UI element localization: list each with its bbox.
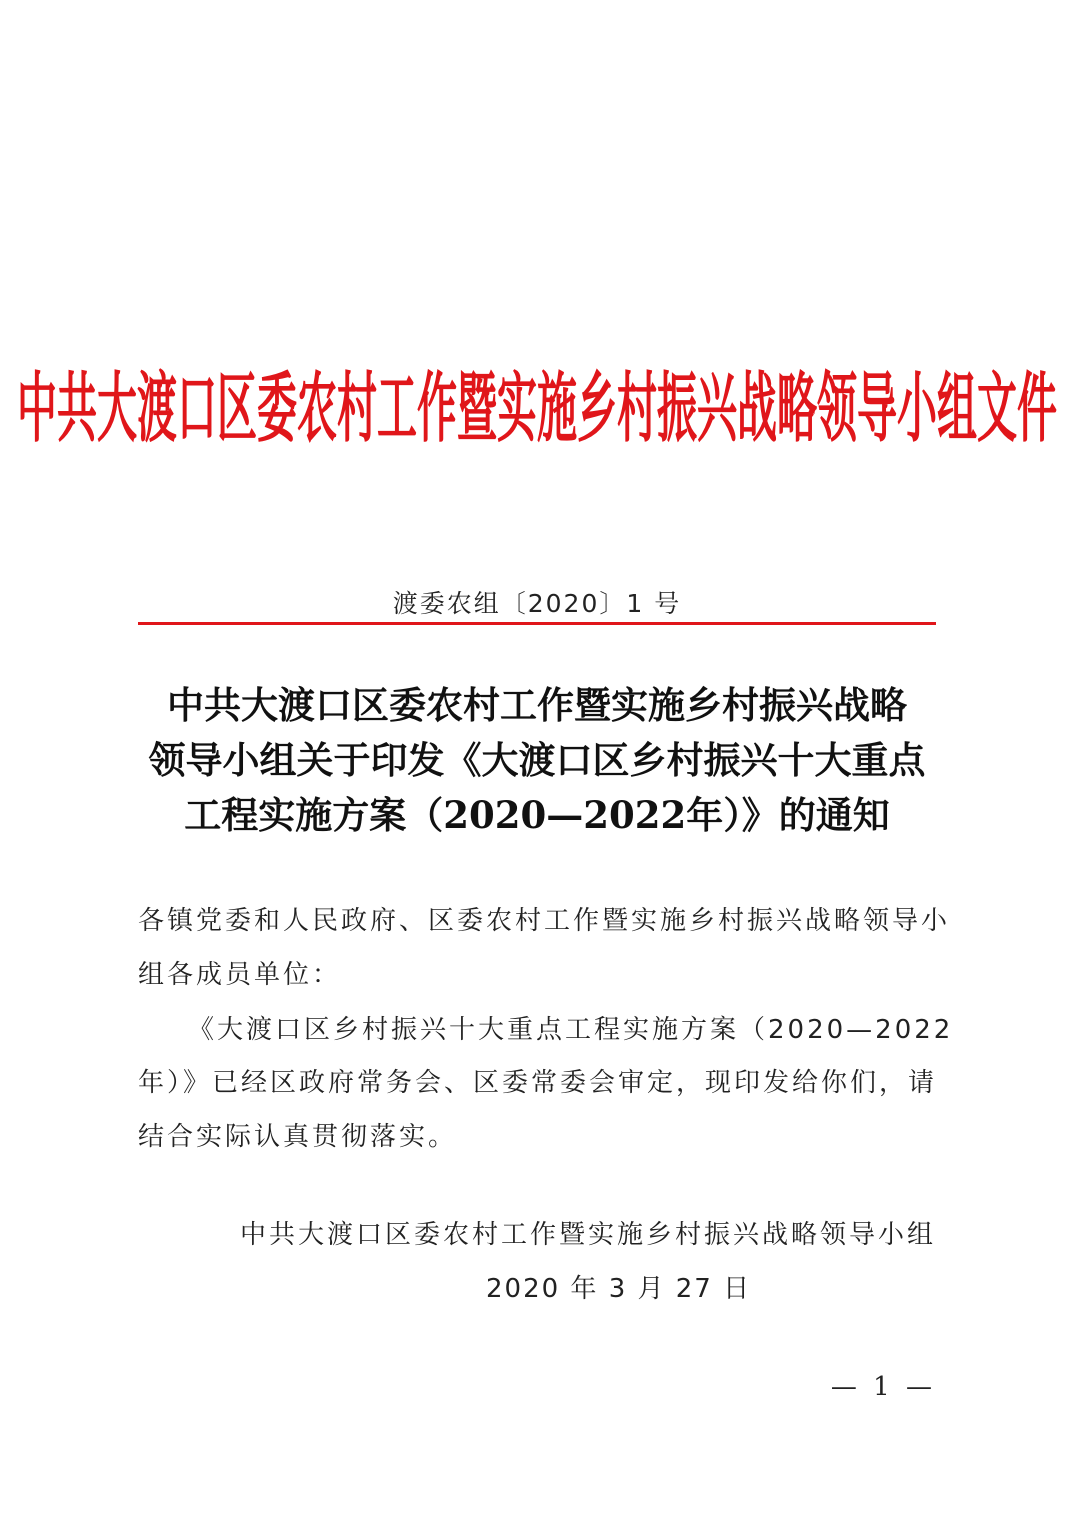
signature-date: 2020 年 3 月 27 日 <box>486 1274 752 1304</box>
signature-organization: 中共大渡口区委农村工作暨实施乡村振兴战略领导小组 <box>239 1220 936 1250</box>
document-title <box>134 678 940 843</box>
document-masthead: 中共大渡口区委农村工作暨实施乡村振兴战略领导小组文件 <box>17 364 1057 454</box>
title-line-2: 领导小组关于印发《大渡口区乡村振兴十大重点 <box>148 738 926 782</box>
page-number: — 1 — <box>830 1372 936 1402</box>
document-number: 渡委农组〔2020〕1 号 <box>392 589 682 618</box>
body-paragraph-line-3: 结合实际认真贯彻落实。 <box>138 1122 458 1152</box>
body-paragraph-line-2: 年）》已经区政府常务会、区委常委会审定，现印发给你们，请 <box>138 1068 938 1098</box>
red-separator-line <box>138 622 936 625</box>
title-line-1: 中共大渡口区委农村工作暨实施乡村振兴战略 <box>167 683 907 727</box>
salutation-line-2: 组各成员单位： <box>138 960 342 990</box>
salutation-line-1: 各镇党委和人民政府、区委农村工作暨实施乡村振兴战略领导小 <box>138 906 951 936</box>
body-paragraph-line-1: 《大渡口区乡村振兴十大重点工程实施方案（2020—2022 <box>188 1015 954 1045</box>
title-line-3: 工程实施方案（2020—2022年）》的通知 <box>184 793 890 837</box>
